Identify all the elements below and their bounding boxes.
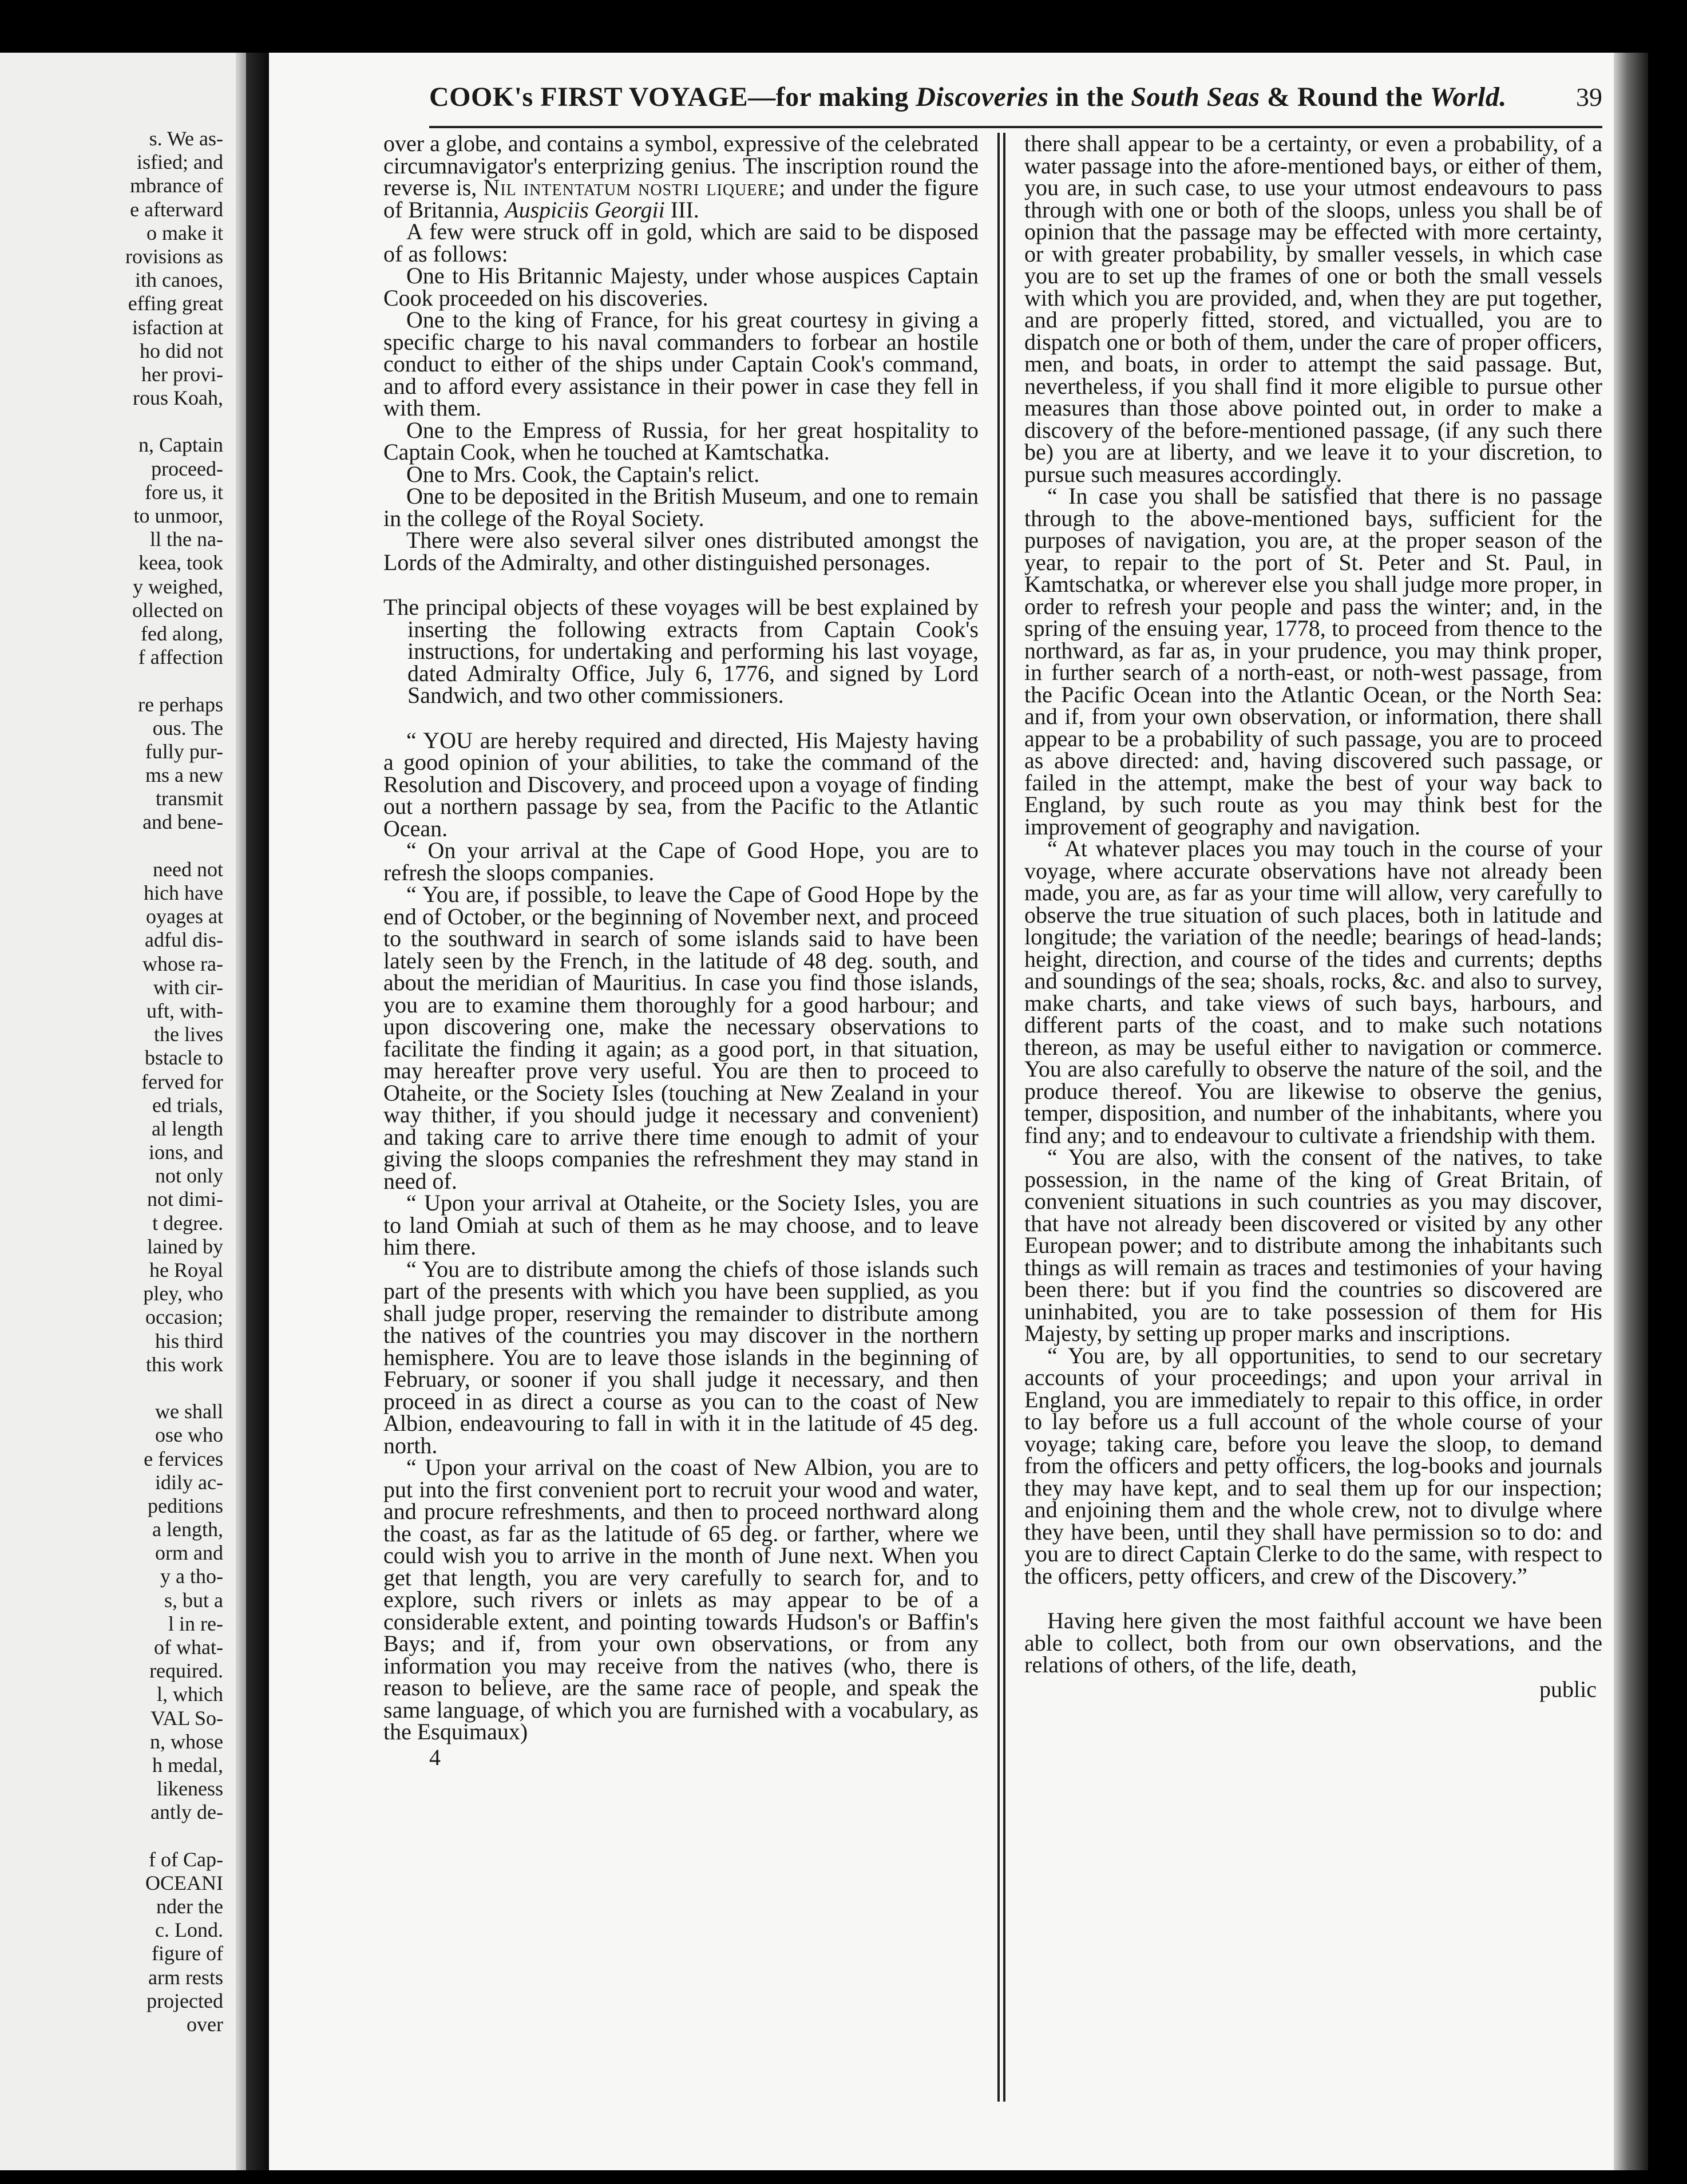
facing-page-line: pley, who	[143, 1282, 223, 1305]
facing-page-line: f affection	[138, 646, 223, 669]
facing-page-line: OCEANI	[145, 1871, 223, 1894]
facing-page-line: this work	[146, 1352, 223, 1376]
facing-page-line: ose who	[155, 1423, 223, 1447]
facing-page-line: n, Captain	[138, 433, 223, 457]
paragraph: One to the king of France, for his great courtesy in giving a specific charge to his naval commanders to forbear an hostile conduct to either of the ships under Captain Cook's command, and to afford every assistance in their power in case they fell in with them.	[383, 307, 979, 421]
paragraph: “ You are, by all opportunities, to send to our secretary accounts of your proceedings; and upon your arrival in England, you are immediately to repair to this office, in order to lay before us a full account of the whole course of your voyage; taking care, before you leave the sloop, to demand from the officers and petty officers, the log-books and journals they may have kept, and to seal them up for our inspection; and enjoining them and the whole crew, not to divulge where they have been, until they shall have permission so to do: and you are to direct Captain Clerke to do the same, with respect to the officers, petty officers, and crew of the Discovery.”	[1024, 1342, 1602, 1589]
paragraph: over a globe, and contains a symbol, expressive of the celebrated circumnavigator's enterprizing genius. The inscription round the reverse is, Nil intentatum nostri liquere; and under the figure of Britannia, Auspiciis Georgii III.	[383, 130, 979, 223]
paragraph: One to the Empress of Russia, for her great hospitality to Captain Cook, when he touched at Kamtschatka.	[383, 417, 979, 465]
facing-page-line: likeness	[157, 1777, 223, 1801]
facing-page-line: keea, took	[138, 551, 223, 575]
facing-page-line: projected	[146, 1989, 223, 2012]
facing-page-line: fully pur-	[145, 739, 223, 763]
facing-page-line: re perhaps	[138, 693, 223, 716]
facing-page-line: ll the na-	[150, 528, 223, 551]
facing-page-fragment	[0, 53, 246, 2170]
facing-page-line: ous. The	[152, 716, 223, 739]
facing-page-line: and bene-	[142, 810, 223, 834]
facing-page-line: rovisions as	[125, 244, 223, 268]
paragraph: “ You are also, with the consent of the natives, to take possession, in the name of the king of Great Britain, of convenient situations in such countries as you may discover, that have not already been discovered or visited by any other European power; and to distribute among the inhabitants such things as will remain as traces and testimonies of your having been there: but if you find the countries so discovered are uninhabited, you are to take possession of them for His Majesty, by setting up proper marks and inscriptions.	[1024, 1144, 1602, 1346]
facing-page-line: ith canoes,	[135, 268, 223, 292]
book-page	[269, 53, 1614, 2170]
facing-page-line: idily ac-	[155, 1470, 223, 1494]
facing-page-line: nder the	[156, 1895, 223, 1918]
paragraph: There were also several silver ones distributed amongst the Lords of the Admiralty, and other distinguished personages.	[383, 527, 979, 575]
facing-page-line: need not	[153, 857, 223, 881]
paragraph: A few were struck off in gold, which are said to be disposed of as follows:	[383, 219, 979, 267]
facing-page-line: antly de-	[151, 1801, 223, 1824]
facing-page-line: t degree.	[152, 1211, 223, 1235]
facing-page-line: ho did not	[139, 339, 223, 362]
facing-page-line: mbrance of	[130, 174, 223, 197]
facing-page-gutter	[236, 53, 246, 2170]
facing-page-line: isfied; and	[137, 151, 223, 174]
facing-page-line: transmit	[156, 787, 223, 810]
facing-page-line: figure of	[152, 1942, 223, 1965]
facing-page-line: f of Cap-	[149, 1847, 223, 1871]
facing-page-line: e fervices	[144, 1447, 223, 1470]
facing-page-line: the lives	[154, 1023, 223, 1046]
header-title: COOK's FIRST VOYAGE—for making Discoveries in the South Seas & Round the World.	[429, 82, 1507, 112]
facing-page-line: required.	[149, 1659, 223, 1683]
page-edge-shadow	[1614, 53, 1648, 2170]
paragraph: “ You are, if possible, to leave the Cape of Good Hope by the end of October, or the beginning of November next, and proceed to the southward in search of some islands said to have been lately seen by the French, in the latitude of 48 deg. south, and about the meridian of Mauritius. In case you find those islands, you are to examine them thoroughly for a good harbour; and upon discovering one, make the necessary observations to facilitate the finding it again; as a good port, in that situation, may hereafter prove very useful. You are then to proceed to Otaheite, or the Society Isles (touching at New Zealand in your way thither, if you should judge it necessary and convenient) and taking care to arrive there time enough to admit of your giving the sloops companies the refreshment they may stand in need of.	[383, 881, 979, 1194]
facing-page-line: s, but a	[164, 1588, 223, 1612]
facing-page-line: h medal,	[152, 1753, 223, 1777]
facing-page-line: n, whose	[150, 1730, 223, 1753]
paragraph: “ Upon your arrival at Otaheite, or the Society Isles, you are to land Omiah at such of them as he may choose, and to leave him there.	[383, 1190, 979, 1260]
facing-page-line: y a tho-	[160, 1565, 223, 1588]
right-column	[1024, 130, 1602, 1702]
facing-page-line: her provi-	[141, 362, 223, 386]
facing-page-line: al length	[152, 1117, 223, 1140]
facing-page-line	[0, 410, 235, 433]
facing-page-line: c. Lond.	[155, 1918, 223, 1942]
paragraph: One to be deposited in the British Museum, and one to remain in the college of the Royal Society.	[383, 483, 979, 531]
signature-mark: 4	[429, 1744, 441, 1770]
facing-page-line: proceed-	[151, 457, 223, 480]
paragraph: “ Upon your arrival on the coast of New Albion, you are to put into the first convenient port to recruit your wood and water, and procure refreshments, and then to proceed northward along the coast, as far as the latitude of 65 deg. or farther, where we could wish you to arrive in the month of June next. When you get that length, you are very carefully to search for, and to explore, such rivers or inlets as may appear to be of a considerable extent, and pointing towards Hudson's or Baffin's Bays; and if, from your own observations, or from any information you may receive from the natives (who, there is reason to believe, are the same race of people, and speak the same language, of which you are furnished with a vocabulary, as the Esquimaux)	[383, 1454, 979, 1744]
facing-page-line: over	[187, 2013, 223, 2036]
facing-page-line: not only	[155, 1164, 223, 1188]
facing-page-line: a length,	[152, 1518, 223, 1541]
paragraph: “ You are to distribute among the chiefs of those islands such part of the presents with which you have been supplied, as you shall judge proper, reserving the remainder to distribute among the natives of the countries you may discover in the northern hemisphere. You are to leave those islands in the beginning of February, or sooner if you shall judge it necessary, and then proceed in as direct a course as you can to the coast of New Albion, endeavouring to fall in with it in the latitude of 45 deg. north.	[383, 1256, 979, 1458]
facing-page-line: rous Koah,	[133, 386, 223, 410]
facing-page-line: s. We as-	[149, 127, 223, 150]
paragraph: Having here given the most faithful account we have been able to collect, both from our own observations, and the relations of others, of the life, death,	[1024, 1608, 1602, 1677]
facing-page-line: ions, and	[149, 1141, 223, 1164]
facing-page-line: l in re-	[168, 1612, 223, 1635]
facing-page-line: arm rests	[148, 1965, 223, 1989]
facing-page-line: his third	[155, 1329, 223, 1352]
facing-page-line: with cir-	[153, 975, 223, 999]
paragraph: “ On your arrival at the Cape of Good Hope, you are to refresh the sloops companies.	[383, 837, 979, 885]
facing-page-text	[0, 127, 235, 2036]
paragraph: “ At whatever places you may touch in the course of your voyage, where accurate observations have not already been made, you are, as far as your time will allow, very carefully to observe the true situation of such places, both in latitude and longitude; the variation of the needle; bearings of head-lands; height, direction, and course of the tides and currents; depths and soundings of the sea; shoals, rocks, &c. and also to survey, make charts, and take views of such bays, harbours, and different parts of the coast, and to make such notations thereon, as may be useful either to navigation or commerce. You are also carefully to observe the nature of the soil, and the produce thereof. You are likewise to observe the genius, temper, disposition, and number of the inhabitants, where you find any; and to endeavour to cultivate a friendship with them.	[1024, 836, 1602, 1148]
facing-page-line: oyages at	[146, 905, 223, 928]
facing-page-line: he Royal	[149, 1259, 223, 1281]
facing-page-line: orm and	[155, 1541, 223, 1565]
facing-page-line: effing great	[128, 292, 223, 315]
facing-page-line	[0, 669, 235, 693]
catchword: public	[1539, 1676, 1597, 1702]
facing-page-line	[0, 834, 235, 858]
paragraph: The principal objects of these voyages will be best explained by inserting the following extracts from Captain Cook's instructions, for undertaking and performing his last voyage, dated Admiralty Office, July 6, 1776, and signed by Lord Sandwich, and two other commissioners.	[383, 594, 979, 708]
page-number: 39	[1576, 82, 1602, 112]
facing-page-line	[0, 1825, 235, 1848]
header-rule	[429, 126, 1602, 128]
paragraph: there shall appear to be a certainty, or even a probability, of a water passage into the afore-mentioned bays, or either of them, you are, in such case, to use your utmost endeavours to pass through with one or both of the sloops, unless you shall be of opinion that the passage may be effected with more certainty, or with greater probability, by smaller vessels, in which case you are to set up the frames of one or both the small vessels with which you are provided, and, when they are put together, and are properly fitted, stored, and victualled, you are to dispatch one or both of them, under the care of proper officers, men, and boats, in order to attempt the said passage. But, nevertheless, if you shall find it more eligible to pursue other measures than those above pointed out, in order to make a discovery of the before-mentioned passage, (if any such there be) you are at liberty, and we leave it to your discretion, to pursue such measures accordingly.	[1024, 130, 1602, 487]
facing-page-line	[0, 1376, 235, 1400]
column-rule	[997, 133, 1000, 2102]
facing-page-line: y weighed,	[133, 575, 223, 598]
facing-page-line: ed trials,	[152, 1093, 223, 1117]
facing-page-line: VAL So-	[150, 1706, 223, 1730]
facing-page-line: of what-	[154, 1636, 223, 1659]
facing-page-line: ollected on	[132, 598, 223, 622]
facing-page-line: lained by	[147, 1235, 223, 1258]
facing-page-line: uft, with-	[146, 999, 223, 1022]
book-gutter	[246, 53, 269, 2170]
facing-page-line: peditions	[148, 1494, 223, 1517]
paragraph: “ In case you shall be satisfied that there is no passage through to the above-mentioned bays, sufficient for the purposes of navigation, you are, at the proper season of the year, to repair to the port of St. Peter and St. Paul, in Kamtschatka, or wherever else you shall judge more proper, in order to refresh your people and pass the winter; and, in the spring of the ensuing year, 1778, to proceed from thence to the northward, as far as, in your prudence, you may think proper, in further search of a north-east, or noth-west passage, from the Pacific Ocean into the Atlantic Ocean, or the North Sea: and if, from your own observation, or information, there shall appear to be a probability of such passage, you are to proceed as above directed: and, having discovered such passage, or failed in the attempt, make the best of your way back to England, by such route as you may think best for the improvement of geography and navigation.	[1024, 483, 1602, 840]
facing-page-line: ms a new	[145, 763, 223, 787]
facing-page-line: fore us, it	[145, 480, 223, 504]
facing-page-line: l, which	[157, 1683, 223, 1706]
facing-page-line: we shall	[155, 1400, 223, 1423]
facing-page-line: not dimi-	[147, 1188, 223, 1211]
facing-page-line: hich have	[144, 881, 223, 904]
column-rule	[1003, 133, 1005, 2102]
facing-page-line: ferved for	[141, 1070, 223, 1093]
facing-page-line: to unmoor,	[133, 504, 223, 527]
paragraph: “ YOU are hereby required and directed, His Majesty having a good opinion of your abilities, to take the command of the Resolution and Discovery, and proceed upon a voyage of finding out a northern passage by sea, from the Pacific to the Atlantic Ocean.	[383, 727, 979, 841]
running-header	[429, 74, 1602, 120]
facing-page-line: e afterward	[130, 197, 223, 221]
facing-page-line: whose ra-	[142, 952, 223, 975]
paragraph: One to His Britannic Majesty, under whose auspices Captain Cook proceeded on his discoveries.	[383, 263, 979, 311]
facing-page-line: adful dis-	[145, 928, 223, 952]
paragraph: One to Mrs. Cook, the Captain's relict.	[406, 461, 760, 487]
facing-page-line: bstacle to	[145, 1046, 223, 1070]
left-column	[383, 130, 979, 1770]
facing-page-line: occasion;	[145, 1305, 223, 1329]
facing-page-line: fed along,	[141, 622, 223, 645]
facing-page-line: isfaction at	[132, 315, 223, 339]
facing-page-line: o make it	[146, 221, 223, 244]
